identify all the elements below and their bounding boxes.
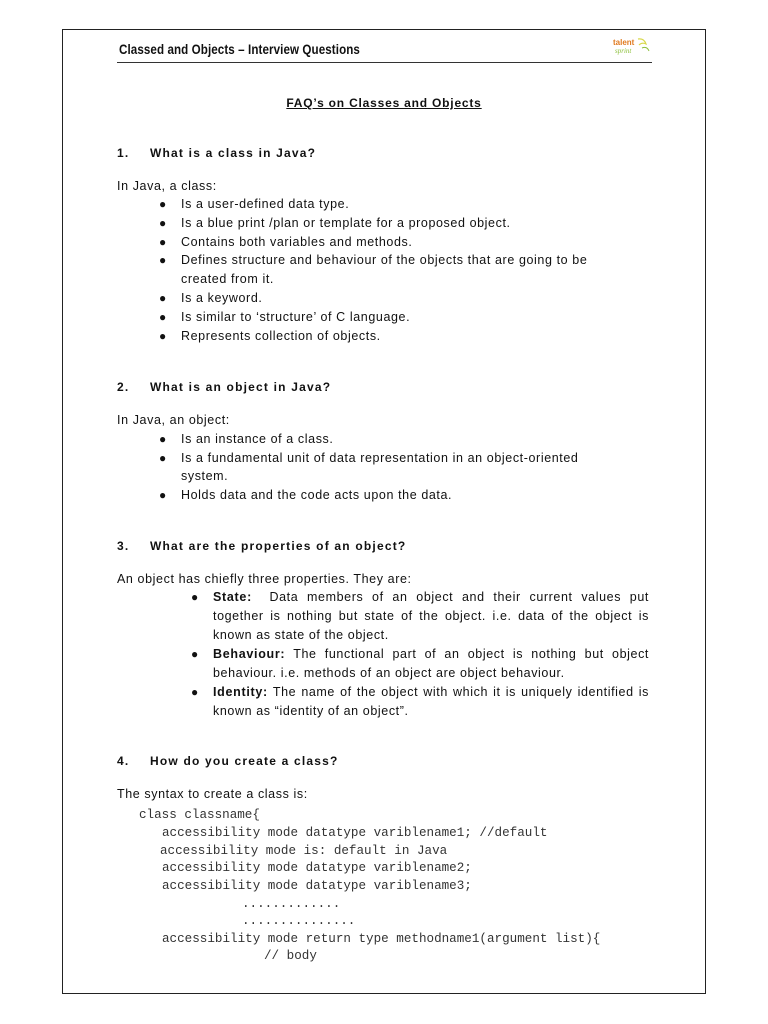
property-behaviour: ● Behaviour: The functional part of an object is nothing but object behaviour. i.e. methods of an object are object behaviour. xyxy=(191,647,649,680)
property-term: State: xyxy=(213,590,252,604)
question-number: 3. xyxy=(117,539,130,553)
code-line: accessibility mode return type methodname1(argument list){ xyxy=(162,932,601,946)
property-identity: ● Identity: The name of the object with which it is uniquely identified is known as “identity of an object”. xyxy=(191,685,649,718)
question-number: 1. xyxy=(117,146,130,160)
code-line: accessibility mode is: default in Java xyxy=(160,844,448,858)
question-text: What is a class in Java? xyxy=(150,146,317,160)
code-line: class classname{ xyxy=(139,808,260,822)
list-item-continuation: created from it. xyxy=(181,272,274,286)
list-item: ● Is a blue print /plan or template for a proposed object. xyxy=(159,216,511,230)
property-text: The functional part of an object is nothing but object behaviour. i.e. methods of an object are object behaviour. xyxy=(213,647,649,680)
question-number: 4. xyxy=(117,754,130,768)
list-item: ● Defines structure and behaviour of the objects that are going to be xyxy=(159,253,588,267)
list-item: ● Is a user-defined data type. xyxy=(159,197,350,211)
list-item: ● Is an instance of a class. xyxy=(159,432,334,446)
code-line: accessibility mode datatype variblename1; //default xyxy=(162,826,548,840)
question-3-heading xyxy=(117,539,406,553)
section-3-intro: An object has chiefly three properties. They are: xyxy=(117,572,412,586)
code-line: accessibility mode datatype variblename2; xyxy=(162,861,472,875)
logo-text-top: talent xyxy=(613,38,635,47)
list-item: ● Is a keyword. xyxy=(159,291,263,305)
logo-text-bottom: sprint xyxy=(615,47,632,55)
list-item: ● Represents collection of objects. xyxy=(159,329,381,343)
talent-sprint-logo xyxy=(612,36,652,58)
question-1-heading xyxy=(117,146,316,160)
list-item: ● Is similar to ‘structure’ of C language. xyxy=(159,310,411,324)
property-text: Data members of an object and their current values put together is nothing but state of the object. i.e. data of the object is known as state of the object. xyxy=(213,590,649,642)
list-item-continuation: system. xyxy=(181,469,229,483)
code-line: // body xyxy=(264,949,317,963)
question-text: How do you create a class? xyxy=(150,754,339,768)
list-item: ● Contains both variables and methods. xyxy=(159,235,413,249)
property-term: Identity: xyxy=(213,685,268,699)
question-4-heading xyxy=(117,754,339,768)
section-4-intro: The syntax to create a class is: xyxy=(117,787,308,801)
section-1-intro: In Java, a class: xyxy=(117,179,217,193)
list-item: ● Is a fundamental unit of data representation in an object-oriented xyxy=(159,451,579,465)
logo-graphic xyxy=(612,36,652,58)
code-line: ............... xyxy=(242,914,356,928)
code-line: accessibility mode datatype variblename3; xyxy=(162,879,472,893)
property-text: The name of the object with which it is uniquely identified is known as “identity of an object”. xyxy=(213,685,649,718)
header-rule xyxy=(117,62,652,63)
list-item: ● Holds data and the code acts upon the data. xyxy=(159,488,453,502)
header-title: Classed and Objects – Interview Questions xyxy=(119,42,360,57)
code-line: ............. xyxy=(242,897,341,911)
property-term: Behaviour: xyxy=(213,647,286,661)
property-state: ● State: Data members of an object and their current values put together is nothing but state of the object. i.e. data of the object is known as state of the object. xyxy=(191,590,649,642)
question-text: What is an object in Java? xyxy=(150,380,332,394)
question-number: 2. xyxy=(117,380,130,394)
question-text: What are the properties of an object? xyxy=(150,539,407,553)
section-2-intro: In Java, an object: xyxy=(117,413,230,427)
question-2-heading xyxy=(117,380,331,394)
document-title: FAQ’s on Classes and Objects xyxy=(286,96,482,110)
